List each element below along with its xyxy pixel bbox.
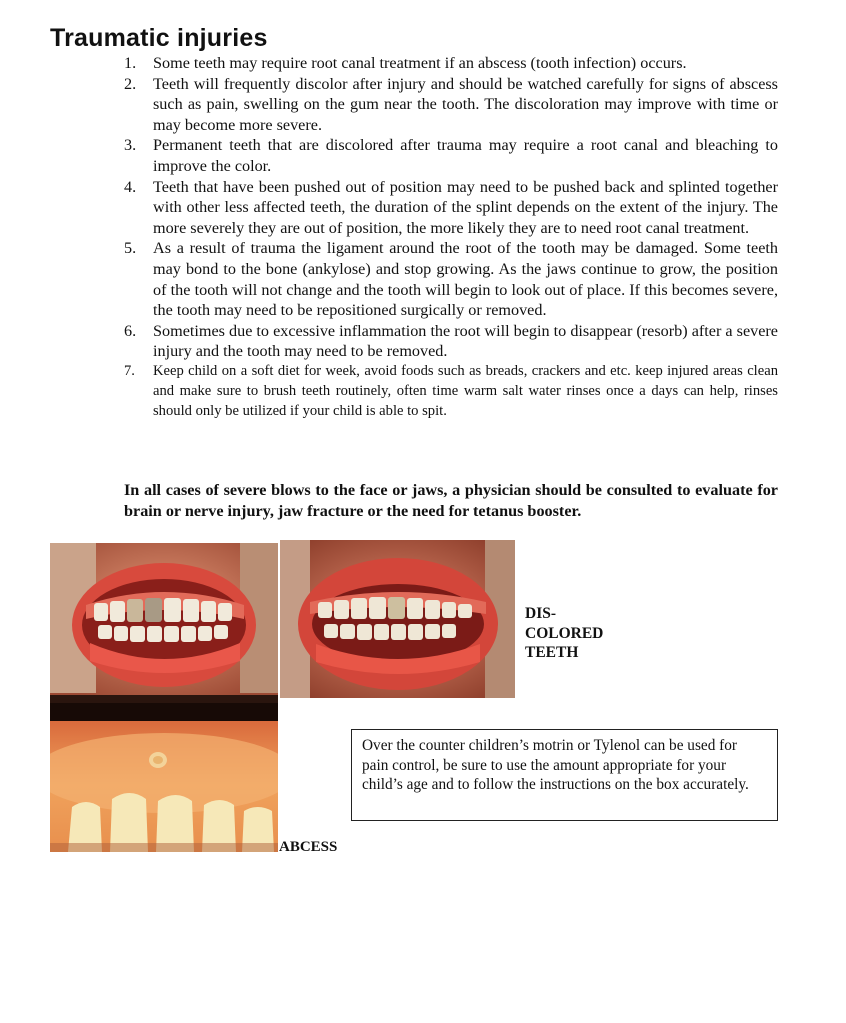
discolored-teeth-photo-left <box>50 543 278 703</box>
list-item: 1. Some teeth may require root canal treatment if an abscess (tooth infection) occurs. <box>124 54 687 72</box>
list-item: 5. As a result of trauma the ligament around the root of the tooth may be damaged. Some teeth may bond to the bone (ankylose) and stop growing. As the jaws continue to grow, the position of the tooth will not change and the tooth will begin to look out of place. If this becomes severe, the tooth may need to be repositioned surgically or removed. <box>124 239 778 320</box>
pain-control-note: Over the counter children’s motrin or Tylenol can be used for pain control, be sure to use the amount appropriate for your child’s age and to follow the instructions on the box accurately. <box>351 729 778 821</box>
discolored-teeth-label: DIS- COLORED TEETH <box>525 605 604 661</box>
list-item: 3. Permanent teeth that are discolored after trauma may require a root canal and bleaching to improve the color. <box>124 136 778 175</box>
abscess-photo <box>50 703 278 852</box>
physician-warning: In all cases of severe blows to the face or jaws, a physician should be consulted to evaluate for brain or nerve injury, jaw fracture or the need for tetanus booster. <box>124 481 778 520</box>
page-title: Traumatic injuries <box>50 24 268 52</box>
abscess-label: ABCESS <box>279 839 338 855</box>
list-item: 4. Teeth that have been pushed out of position may need to be pushed back and splinted together with other less affected teeth, the duration of the splint depends on the extent of the injury. The more severely they are out of position, the more likely they are to need root canal treatment. <box>124 177 778 237</box>
list-item: 2. Teeth will frequently discolor after injury and should be watched carefully for signs of abscess such as pain, swelling on the gum near the tooth. The discoloration may improve with time or may become more severe. <box>124 74 778 134</box>
list-item: 7. Keep child on a soft diet for week, avoid foods such as breads, crackers and etc. keep injured areas clean and make sure to brush teeth routinely, often time warm salt water rinses once a days can help, rinses should only be utilized if your child is able to spit. <box>124 362 778 419</box>
discolored-teeth-photo-right <box>280 540 515 698</box>
injury-list <box>124 53 778 421</box>
list-item: 6. Sometimes due to excessive inflammation the root will begin to disappear (resorb) after a severe injury and the tooth may need to be removed. <box>124 321 778 361</box>
